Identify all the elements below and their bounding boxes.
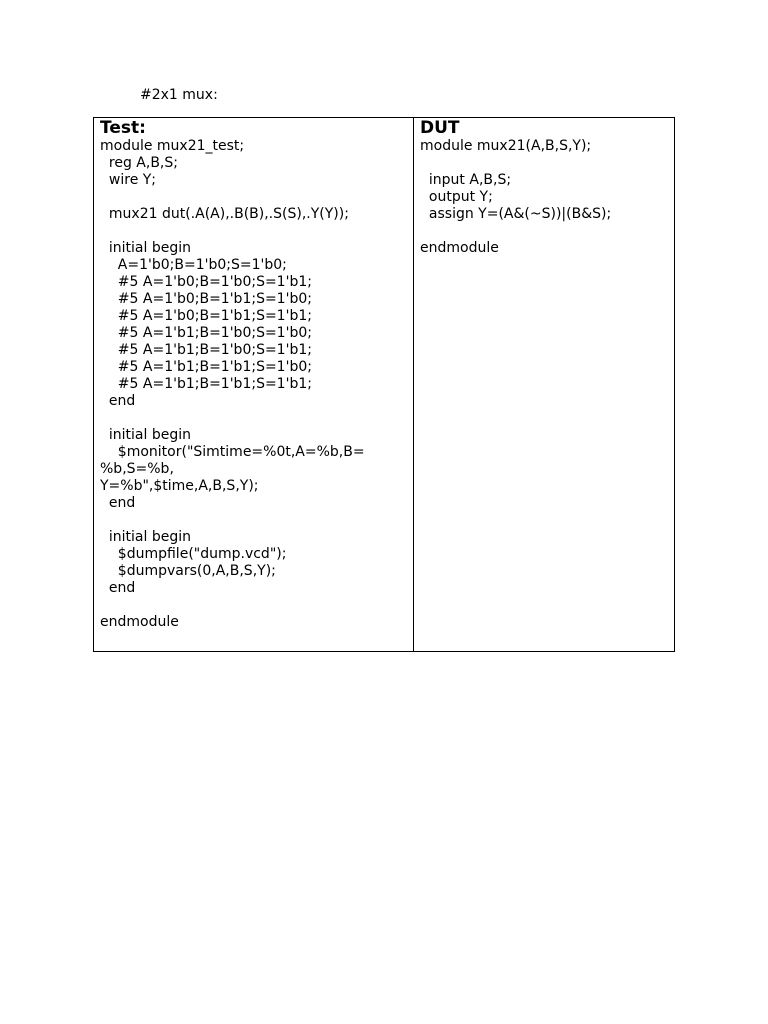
code-line: end <box>100 495 136 511</box>
code-line: %b,S=%b, <box>100 461 174 477</box>
code-line: initial begin <box>100 240 191 256</box>
code-line: #5 A=1'b0;B=1'b1;S=1'b1; <box>100 308 312 324</box>
code-line: $monitor("Simtime=%0t,A=%b,B= <box>100 444 365 460</box>
code-line: output Y; <box>420 189 493 205</box>
dut-column-title: DUT <box>420 118 460 138</box>
code-line: #5 A=1'b1;B=1'b0;S=1'b1; <box>100 342 312 358</box>
code-line: reg A,B,S; <box>100 155 178 171</box>
code-line <box>100 512 413 529</box>
code-line: initial begin <box>100 529 191 545</box>
code-line: $dumpvars(0,A,B,S,Y); <box>100 563 276 579</box>
code-line: #5 A=1'b1;B=1'b0;S=1'b0; <box>100 325 312 341</box>
code-line: #5 A=1'b0;B=1'b0;S=1'b1; <box>100 274 312 290</box>
code-line <box>420 223 674 240</box>
code-line: end <box>100 580 136 596</box>
code-line: input A,B,S; <box>420 172 512 188</box>
code-line: initial begin <box>100 427 191 443</box>
code-line: module mux21(A,B,S,Y); <box>420 138 592 154</box>
code-line: Y=%b",$time,A,B,S,Y); <box>100 478 259 494</box>
page-heading: #2x1 mux: <box>140 87 218 103</box>
code-line: mux21 dut(.A(A),.B(B),.S(S),.Y(Y)); <box>100 206 349 222</box>
code-line: #5 A=1'b0;B=1'b1;S=1'b0; <box>100 291 312 307</box>
code-line: #5 A=1'b1;B=1'b1;S=1'b1; <box>100 376 312 392</box>
code-line: endmodule <box>420 240 499 256</box>
test-column-title: Test: <box>100 118 146 138</box>
test-code-block <box>100 138 413 631</box>
code-line <box>100 410 413 427</box>
code-line <box>420 155 674 172</box>
dut-code-block <box>420 138 674 257</box>
code-line: end <box>100 393 136 409</box>
code-line: #5 A=1'b1;B=1'b1;S=1'b0; <box>100 359 312 375</box>
code-line: assign Y=(A&(~S))|(B&S); <box>420 206 612 222</box>
dut-column <box>414 118 674 651</box>
code-line <box>100 597 413 614</box>
code-line: module mux21_test; <box>100 138 245 154</box>
test-column <box>94 118 414 651</box>
code-line: wire Y; <box>100 172 157 188</box>
code-line <box>100 223 413 240</box>
code-table <box>93 117 675 652</box>
code-line <box>100 189 413 206</box>
code-line: $dumpfile("dump.vcd"); <box>100 546 287 562</box>
code-line: A=1'b0;B=1'b0;S=1'b0; <box>100 257 287 273</box>
code-line: endmodule <box>100 614 179 630</box>
